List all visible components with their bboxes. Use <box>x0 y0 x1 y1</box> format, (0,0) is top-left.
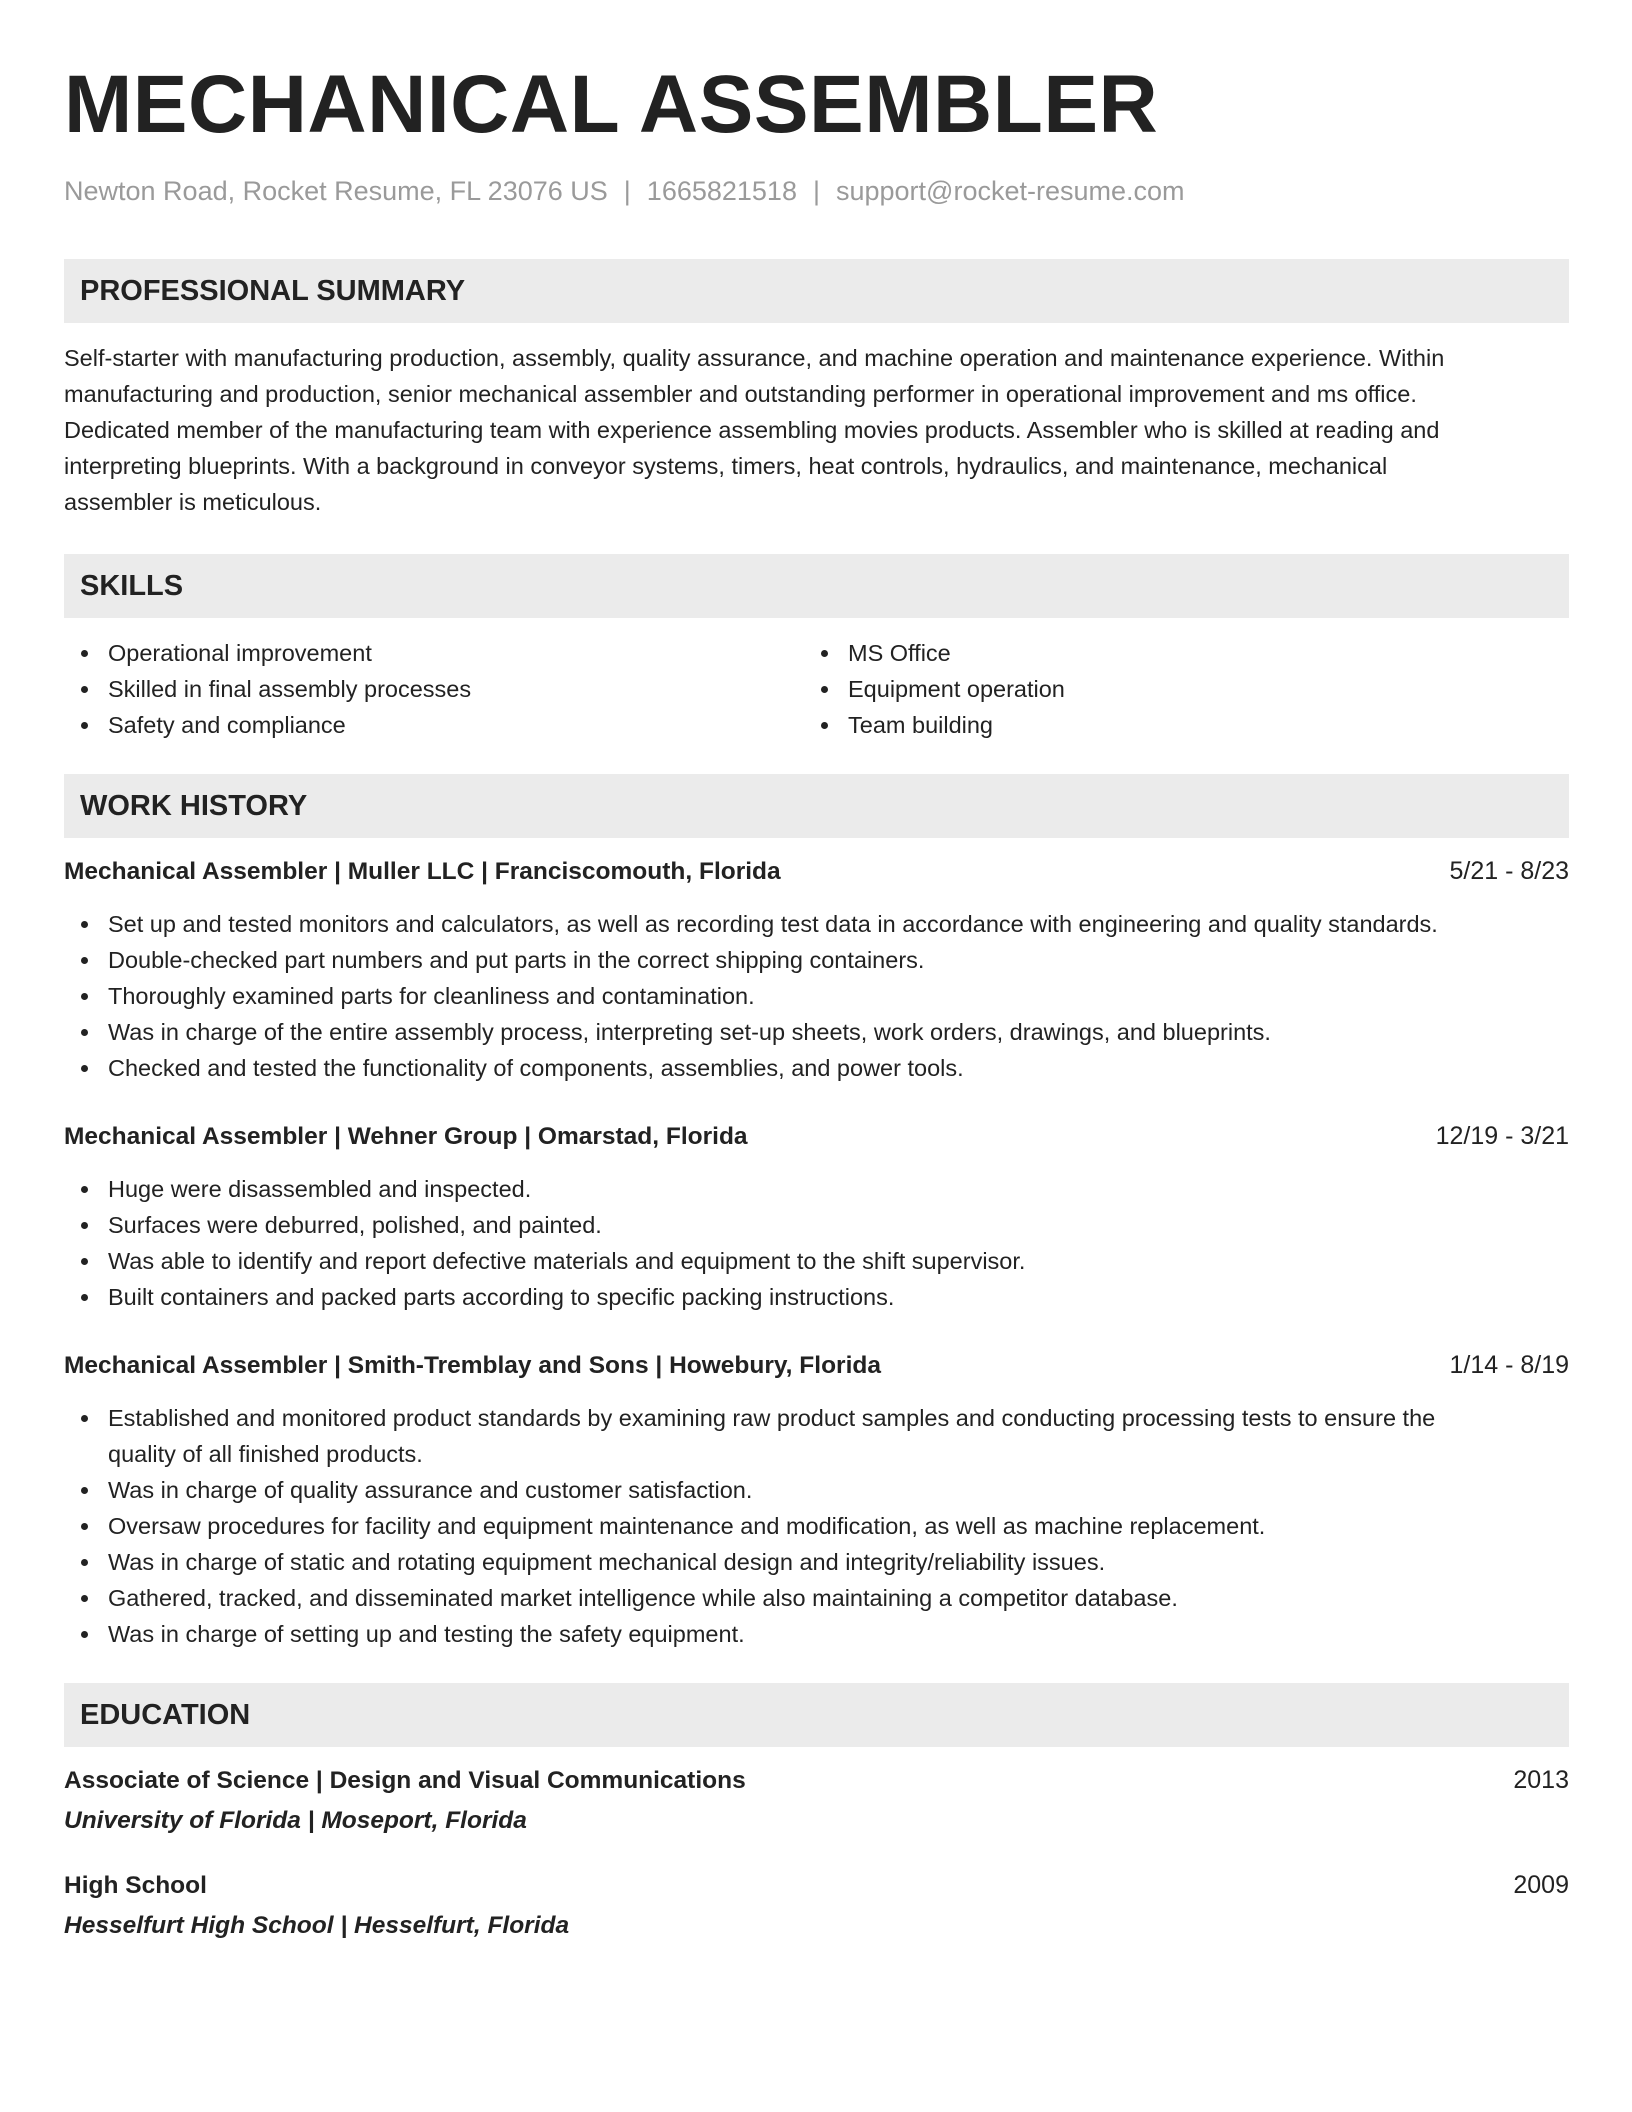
education-year: 2013 <box>1513 1766 1569 1794</box>
job-title: Mechanical Assembler | Wehner Group | Omarstad, Florida <box>64 1123 748 1150</box>
job-entry <box>64 854 1569 1086</box>
skill-item: Skilled in final assembly processes <box>64 671 804 707</box>
summary-line: manufacturing and production, senior mechanical assembler and outstanding performer in operational improvement and ms office. <box>64 381 1417 407</box>
contact-email[interactable]: support@rocket-resume.com <box>835 176 1185 206</box>
job-title: Mechanical Assembler | Muller LLC | Franciscomouth, Florida <box>64 858 781 885</box>
education-degree: Associate of Science | Design and Visual Communications <box>64 1767 746 1794</box>
job-bullets <box>64 1171 1569 1315</box>
job-bullet-line: quality of all finished products. <box>108 1441 423 1467</box>
job-header <box>64 1119 1569 1154</box>
skill-item: Equipment operation <box>804 671 1544 707</box>
job-dates: 12/19 - 3/21 <box>1435 1122 1569 1150</box>
job-bullet: Was in charge of quality assurance and customer satisfaction. <box>64 1472 1569 1508</box>
job-bullet: Surfaces were deburred, polished, and painted. <box>64 1207 1569 1243</box>
job-header <box>64 1348 1569 1383</box>
education-school: Hesselfurt High School | Hesselfurt, Florida <box>64 1912 570 1939</box>
contact-separator: | <box>812 176 820 206</box>
section-header-summary: PROFESSIONAL SUMMARY <box>64 259 1569 323</box>
skill-item: Operational improvement <box>64 635 804 671</box>
skill-item: Team building <box>804 707 1544 743</box>
education-header <box>64 1868 1569 1903</box>
candidate-name: MECHANICAL ASSEMBLER <box>64 59 1159 150</box>
education-entry <box>64 1763 1569 1838</box>
job-bullet-line: Established and monitored product standards by examining raw product samples and conducting processing tests to ensure the <box>108 1405 1436 1431</box>
summary-text <box>64 340 1569 520</box>
job-bullet: Set up and tested monitors and calculators, as well as recording test data in accordance with engineering and quality standards. <box>64 906 1569 942</box>
education-year: 2009 <box>1513 1871 1569 1899</box>
education-school: University of Florida | Moseport, Florida <box>64 1807 527 1834</box>
contact-separator: | <box>623 176 631 206</box>
section-header-skills: SKILLS <box>64 554 1569 618</box>
skill-item: Safety and compliance <box>64 707 804 743</box>
job-dates: 5/21 - 8/23 <box>1449 857 1569 885</box>
job-bullets <box>64 1400 1569 1652</box>
education-degree: High School <box>64 1872 207 1899</box>
job-bullet: Was in charge of setting up and testing the safety equipment. <box>64 1616 1569 1652</box>
contact-phone: 1665821518 <box>646 176 797 206</box>
job-header <box>64 854 1569 889</box>
skill-item: MS Office <box>804 635 1544 671</box>
job-entry <box>64 1119 1569 1315</box>
section-header-education: EDUCATION <box>64 1683 1569 1747</box>
job-bullet: Huge were disassembled and inspected. <box>64 1171 1569 1207</box>
contact-address: Newton Road, Rocket Resume, FL 23076 US <box>64 176 608 206</box>
education-header <box>64 1763 1569 1798</box>
education-entry <box>64 1868 1569 1943</box>
job-bullet: Built containers and packed parts according to specific packing instructions. <box>64 1279 1569 1315</box>
summary-line: Dedicated member of the manufacturing team with experience assembling movies products. Assembler who is skilled at reading and <box>64 417 1440 443</box>
job-bullet: Was in charge of static and rotating equipment mechanical design and integrity/reliability issues. <box>64 1544 1569 1580</box>
skills-grid <box>64 635 1569 743</box>
job-bullet: Gathered, tracked, and disseminated market intelligence while also maintaining a competitor database. <box>64 1580 1569 1616</box>
job-bullets <box>64 906 1569 1086</box>
job-bullet: Double-checked part numbers and put parts in the correct shipping containers. <box>64 942 1569 978</box>
job-bullet: Was in charge of the entire assembly process, interpreting set-up sheets, work orders, drawings, and blueprints. <box>64 1014 1569 1050</box>
contact-line <box>64 174 1569 208</box>
job-entry <box>64 1348 1569 1652</box>
summary-line: Self-starter with manufacturing production, assembly, quality assurance, and machine operation and maintenance experience. Within <box>64 345 1445 371</box>
job-bullet: Thoroughly examined parts for cleanliness and contamination. <box>64 978 1569 1014</box>
job-bullet: Oversaw procedures for facility and equipment maintenance and modification, as well as machine replacement. <box>64 1508 1569 1544</box>
job-dates: 1/14 - 8/19 <box>1449 1351 1569 1379</box>
job-bullet: Was able to identify and report defective materials and equipment to the shift supervisor. <box>64 1243 1569 1279</box>
job-bullet <box>64 1400 1569 1472</box>
section-header-work-history: WORK HISTORY <box>64 774 1569 838</box>
job-title: Mechanical Assembler | Smith-Tremblay and Sons | Howebury, Florida <box>64 1352 881 1379</box>
skills-column-right <box>804 635 1544 743</box>
summary-line: interpreting blueprints. With a background in conveyor systems, timers, heat controls, hydraulics, and maintenance, mechanical <box>64 453 1388 479</box>
job-bullet: Checked and tested the functionality of components, assemblies, and power tools. <box>64 1050 1569 1086</box>
summary-line: assembler is meticulous. <box>64 489 322 515</box>
skills-column-left <box>64 635 804 743</box>
